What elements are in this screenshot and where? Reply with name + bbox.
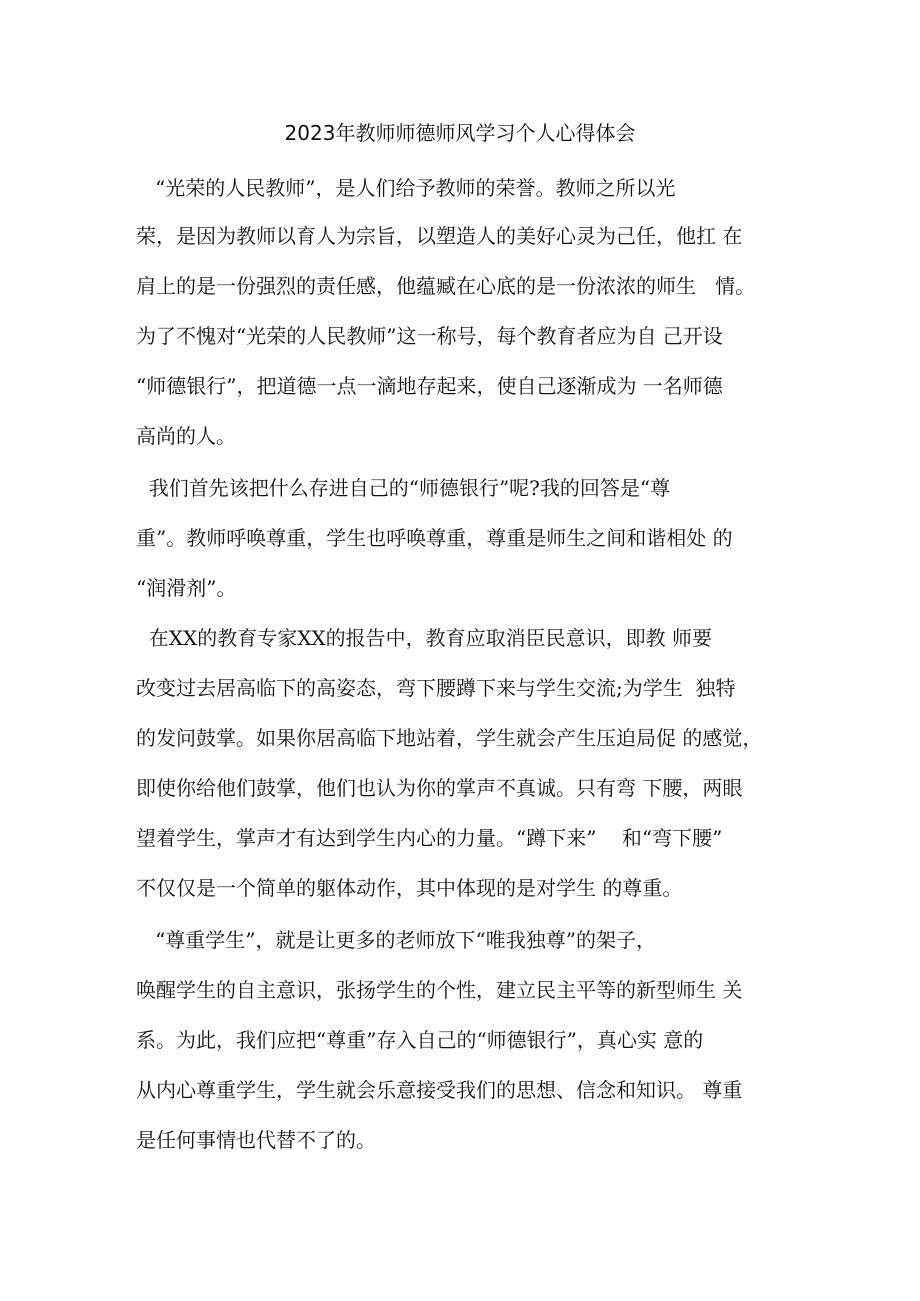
text-line: “尊重学生”，就是让更多的老师放下“唯我独尊”的架子， — [136, 928, 656, 952]
text-line: 在XX的教育专家XX的报告中，教育应取消臣民意识，即教 师要 — [136, 626, 713, 650]
text-line: 肩上的是一份强烈的责任感，他蕴臧在心底的是一份浓浓的师生 情。 — [136, 274, 756, 298]
text-line: 望着学生，掌声才有达到学生内心的力量。“蹲下来” 和“弯下腰” — [136, 826, 723, 850]
text-line: 荣，是因为教师以育人为宗旨，以塑造人的美好心灵为己任，他扛 在 — [136, 224, 743, 248]
text-line: 高尚的人。 — [136, 424, 236, 448]
text-line: 即使你给他们鼓掌，他们也认为你的掌声不真诚。只有弯 下腰，两眼 — [136, 776, 743, 800]
text-line: 是任何事情也代替不了的。 — [136, 1128, 376, 1152]
text-line: 的发问鼓掌。如果你居高临下地站着，学生就会产生压迫局促 的感觉， — [136, 726, 763, 750]
text-line: 系。为此，我们应把“尊重”存入自己的“师德银行”，真心实 意的 — [136, 1028, 704, 1052]
text-line: “润滑剂”。 — [136, 576, 237, 600]
document-title: 2023年教师师德师风学习个人心得体会 — [284, 121, 636, 145]
text-line: 不仅仅是一个简单的躯体动作，其中体现的是对学生 的尊重。 — [136, 876, 683, 900]
text-line: 我们首先该把什么存进自己的“师德银行”呢?我的回答是“尊 — [136, 476, 671, 500]
text-line: “师德银行”，把道德一点一滴地存起来，使自己逐渐成为 一名师德 — [136, 374, 723, 398]
text-line: 改变过去居高临下的高姿态，弯下腰蹲下来与学生交流;为学生 独特 — [136, 676, 736, 700]
text-line: “光荣的人民教师”，是人们给予教师的荣誉。教师之所以光 — [136, 176, 676, 200]
text-line: 从内心尊重学生，学生就会乐意接受我们的思想、信念和知识。 尊重 — [136, 1078, 743, 1102]
text-line: 唤醒学生的自主意识，张扬学生的个性，建立民主平等的新型师生 关 — [136, 978, 743, 1002]
text-line: 为了不愧对“光荣的人民教师”这一称号，每个教育者应为自 己开设 — [136, 324, 723, 348]
text-line: 重”。教师呼唤尊重，学生也呼唤尊重，尊重是师生之间和谐相处 的 — [136, 526, 733, 550]
